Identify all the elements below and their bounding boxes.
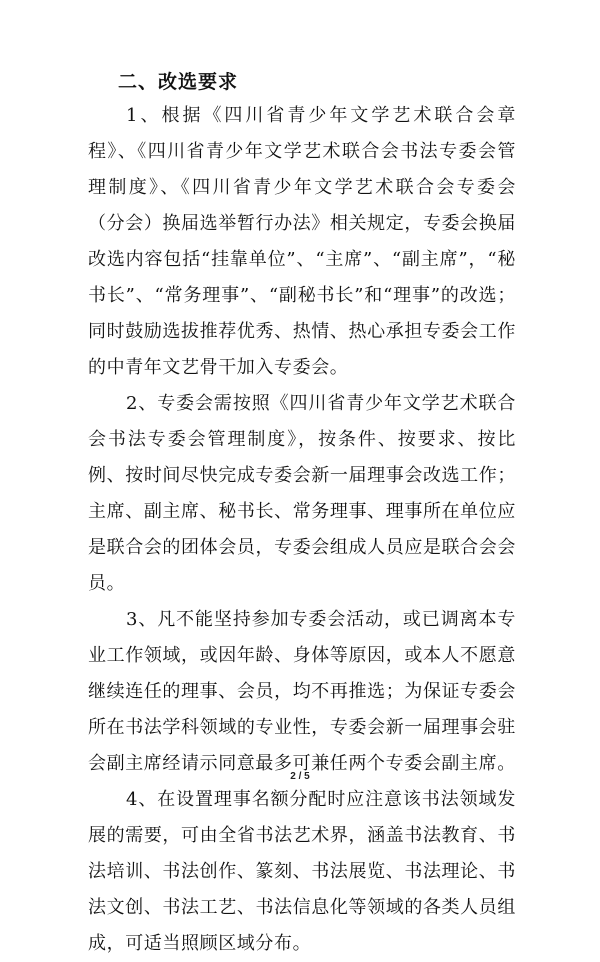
section-heading: 二、改选要求 bbox=[118, 71, 239, 93]
paragraph-1: 1、根据《四川省青少年文学艺术联合会章程》、《四川省青少年文学艺术联合会书法专委会管理制度》、《四川省青少年文学艺术联合会专委会（分会）换届选举暂行办法》相关规定，专委会换届改选内容包括“挂靠单位”、“主席”、“副主席”，“秘书长”、“常务理事”、“副秘书长”和“理事”的改选；同时鼓励选拔推荐优秀、热情、热心承担专委会工作的中青年文艺骨干加入专委会。 bbox=[88, 105, 516, 378]
page-number: 2 / 5 bbox=[290, 771, 310, 782]
paragraph-2: 2、专委会需按照《四川省青少年文学艺术联合会书法专委会管理制度》，按条件、按要求、按比例、按时间尽快完成专委会新一届理事会改选工作；主席、副主席、秘书长、常务理事、理事所在单位应是联合会的团体会员，专委会组成人员应是联合会会员。 bbox=[88, 393, 516, 594]
paragraph-4: 4、在设置理事名额分配时应注意该书法领域发展的需要，可由全省书法艺术界，涵盖书法教育、书法培训、书法创作、篆刻、书法展览、书法理论、书法文创、书法工艺、书法信息化等领域的各类人员组成，可适当照顾区域分布。 bbox=[88, 789, 516, 954]
paragraph-3: 3、凡不能坚持参加专委会活动，或已调离本专业工作领域，或因年龄、身体等原因，或本人不愿意继续连任的理事、会员，均不再推选；为保证专委会所在书法学科领域的专业性，专委会新一届理事会驻会副主席经请示同意最多可兼任两个专委会副主席。 bbox=[88, 609, 516, 774]
body-text bbox=[88, 98, 516, 962]
